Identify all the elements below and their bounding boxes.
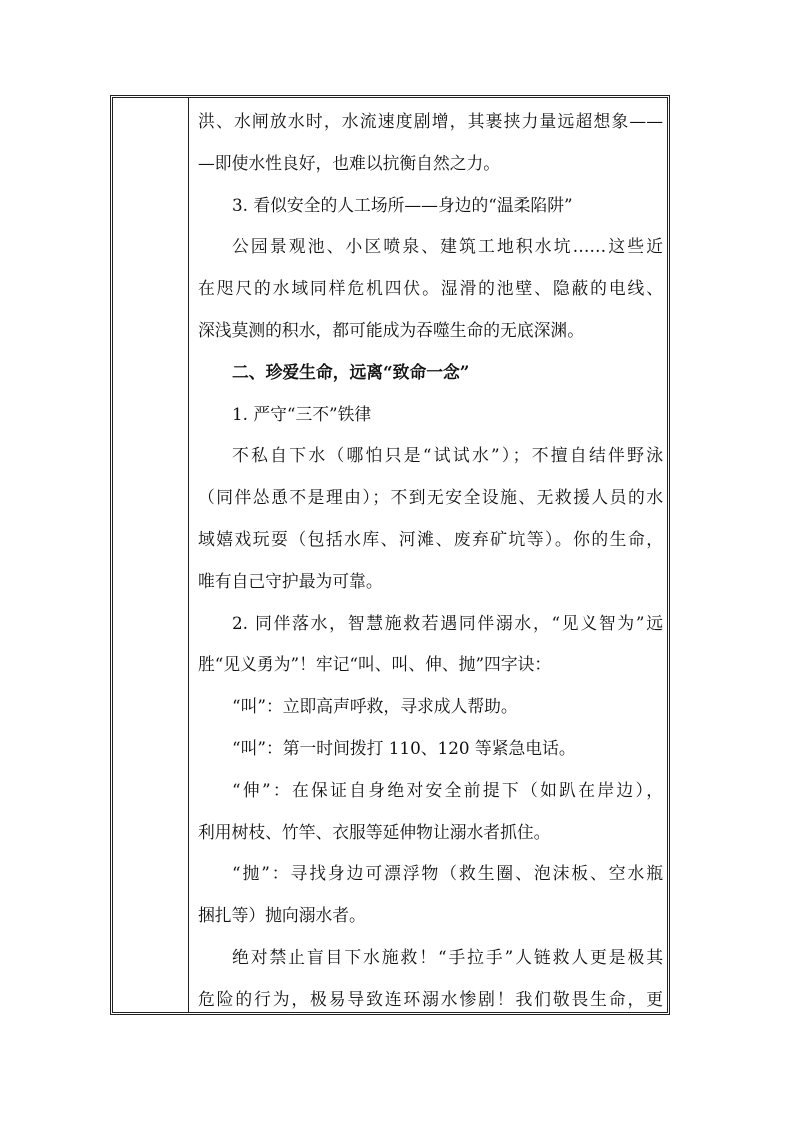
list-item: “伸”：在保证自身绝对安全前提下（如趴在岸边），	[232, 779, 663, 800]
section-heading: 二、珍爱生命，远离“致命一念”	[232, 361, 470, 382]
table-frame	[110, 95, 670, 1015]
subheading-line: 3. 看似安全的人工场所——身边的“温柔陷阱”	[232, 194, 573, 215]
left-column-cell	[113, 98, 189, 1012]
text-line: 公园景观池、小区喷泉、建筑工地积水坑……这些近	[232, 236, 663, 257]
text-line: 在咫尺的水域同样危机四伏。湿滑的池壁、隐蔽的电线、	[198, 278, 663, 299]
text-line: —即使水性良好，也难以抗衡自然之力。	[198, 152, 501, 173]
text-line: 绝对禁止盲目下水施救！“手拉手”人链救人更是极其	[232, 946, 663, 967]
text-line: 洪、水闸放水时，水流速度剧增，其裹挟力量远超想象——	[198, 111, 663, 131]
list-item: “抛”：寻找身边可漂浮物（救生圈、泡沫板、空水瓶	[232, 863, 663, 884]
list-item: “叫”：立即高声呼救，寻求成人帮助。	[232, 696, 518, 717]
text-line: 唯有自己守护最为可靠。	[198, 570, 383, 591]
text-line: 胜“见义勇为”！牢记“叫、叫、伸、抛”四字诀：	[198, 654, 552, 675]
text-line: （同伴怂恿不是理由）；不到无安全设施、无救援人员的水	[198, 487, 663, 508]
text-line: 利用树枝、竹竿、衣服等延伸物让溺水者抓住。	[198, 821, 551, 842]
subheading-line: 1. 严守“三不”铁律	[232, 403, 372, 424]
text-line: 捆扎等）抛向溺水者。	[198, 905, 366, 926]
subheading-line: 2. 同伴落水，智慧施救若遇同伴溺水，“见义智为”远	[232, 612, 663, 633]
text-line: 危险的行为，极易导致连环溺水惨剧！我们敬畏生命，更	[198, 988, 663, 1009]
list-item: “叫”：第一时间拨打 110、120 等紧急电话。	[232, 737, 576, 758]
text-line: 不私自下水（哪怕只是“试试水”）；不擅自结伴野泳	[232, 445, 663, 466]
content-cell	[189, 98, 667, 1012]
text-line: 深浅莫测的积水，都可能成为吞噬生命的无底深渊。	[198, 319, 584, 340]
text-line: 域嬉戏玩耍（包括水库、河滩、废弃矿坑等）。你的生命，	[198, 528, 663, 549]
